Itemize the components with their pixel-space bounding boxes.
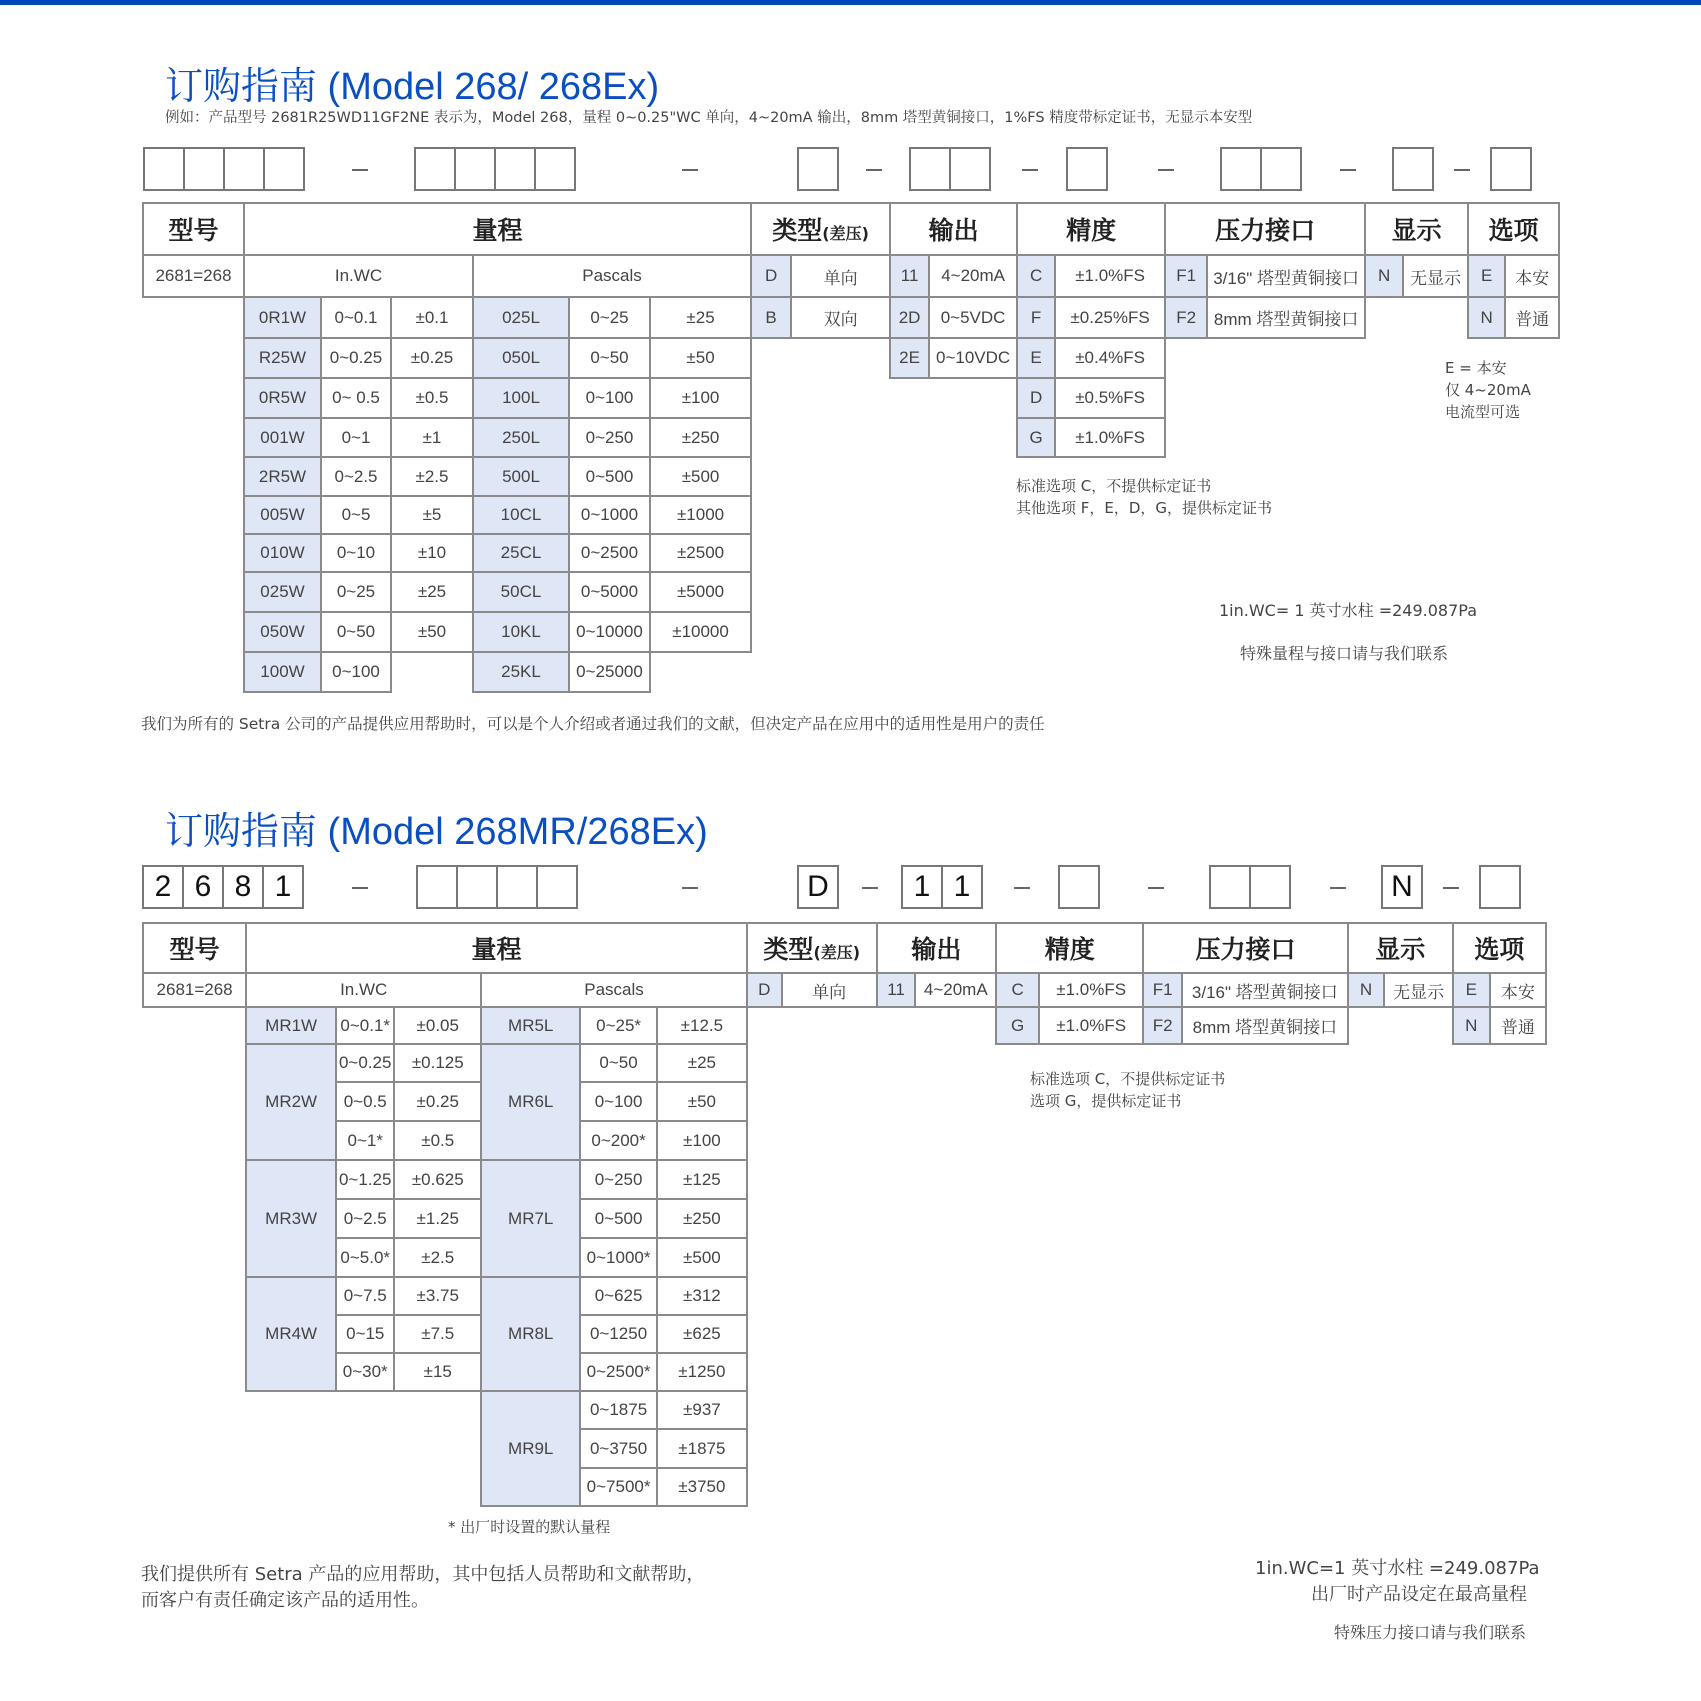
range-value: 0~10000: [569, 612, 650, 652]
accuracy-code: D: [1017, 378, 1055, 418]
range-accuracy: ±125: [657, 1160, 747, 1199]
option-note: E = 本安 仅 4~20mA 电流型可选: [1445, 359, 1531, 421]
table-row: [143, 496, 1559, 534]
code-box[interactable]: [1066, 147, 1108, 191]
code-box[interactable]: [496, 865, 538, 909]
type-label: 单向: [782, 973, 877, 1007]
range-code: 25KL: [473, 652, 569, 692]
dash-separator: [862, 887, 878, 889]
accuracy-label: ±1.0%FS: [1039, 1007, 1143, 1044]
dash-separator: [1014, 887, 1030, 889]
range-accuracy: ±7.5: [394, 1315, 481, 1353]
code-box[interactable]: [1479, 865, 1521, 909]
range-value: 0~0.1*: [336, 1007, 394, 1044]
type-code: B: [751, 297, 791, 338]
code-box[interactable]: [909, 147, 951, 191]
port-label: 8mm 塔型黄铜接口: [1207, 297, 1365, 338]
range-accuracy: ±50: [650, 338, 751, 378]
range-code: MR5L: [481, 1007, 580, 1044]
code-box[interactable]: 8: [222, 865, 264, 909]
section1-example: 例如：产品型号 2681R25WD11GF2NE 表示为，Model 268，量程 0~0.25"WC 单向，4~20mA 输出，8mm 塔型黄铜接口，1%FS 精度带标定证书，无显示本安型: [165, 110, 1253, 126]
option-label: 普通: [1505, 297, 1559, 338]
code-box[interactable]: [534, 147, 576, 191]
range-value: 0~1: [321, 418, 391, 457]
range-value: 0~25*: [580, 1007, 657, 1044]
range-accuracy: ±0.625: [394, 1160, 481, 1199]
range-accuracy: ±15: [394, 1353, 481, 1391]
range-code: 050W: [244, 612, 321, 652]
range-value: 0~0.25: [336, 1044, 394, 1082]
header-accuracy: 精度: [1017, 203, 1165, 255]
code-group-output: [901, 865, 983, 909]
port-code: F2: [1165, 297, 1207, 338]
range-code: MR9L: [481, 1391, 580, 1506]
range-accuracy: ±0.5: [391, 378, 473, 418]
range-accuracy: ±1000: [650, 496, 751, 534]
dash-separator: [682, 887, 698, 889]
table-row: [143, 1277, 1546, 1315]
range-accuracy: ±25: [391, 572, 473, 612]
range-accuracy: ±312: [657, 1277, 747, 1315]
table-row: [143, 378, 1559, 418]
range-value: 0~2.5: [321, 457, 391, 496]
range-accuracy: ±2500: [650, 534, 751, 572]
option-code: E: [1468, 255, 1505, 297]
section1-title: 订购指南 (Model 268/ 268Ex): [165, 66, 660, 108]
range-accuracy: ±625: [657, 1315, 747, 1353]
range-accuracy: ±0.5: [394, 1121, 481, 1160]
range-value: 0~100: [569, 378, 650, 418]
range-accuracy: ±1875: [657, 1429, 747, 1468]
table-row: [143, 418, 1559, 457]
range-accuracy: ±10000: [650, 612, 751, 652]
code-group-display: [1381, 865, 1423, 909]
type-label: 双向: [791, 297, 890, 338]
range-code: 010W: [244, 534, 321, 572]
range-code: MR6L: [481, 1044, 580, 1160]
table-row: [143, 534, 1559, 572]
code-box[interactable]: D: [797, 865, 839, 909]
range-accuracy: ±0.1: [391, 297, 473, 338]
range-value: 0~7.5: [336, 1277, 394, 1315]
range-accuracy: ±2.5: [394, 1238, 481, 1277]
table-row: [143, 1391, 1546, 1429]
range-accuracy: ±3750: [657, 1468, 747, 1506]
code-box[interactable]: [1209, 865, 1251, 909]
unit-pascals: Pascals: [481, 973, 747, 1007]
range-accuracy: ±500: [650, 457, 751, 496]
range-code: 050L: [473, 338, 569, 378]
port-code: F1: [1143, 973, 1182, 1007]
table-row: [143, 1082, 1546, 1121]
range-accuracy: ±937: [657, 1391, 747, 1429]
header-output: 输出: [890, 203, 1017, 255]
range-code: 50CL: [473, 572, 569, 612]
model-value: 2681=268: [143, 255, 244, 297]
section2-order-table: [142, 922, 1547, 1507]
model-value: 2681=268: [143, 973, 246, 1007]
dash-separator: [1443, 887, 1459, 889]
range-accuracy: ±250: [650, 418, 751, 457]
range-code: 2R5W: [244, 457, 321, 496]
header-type: 类型(差压): [751, 203, 890, 255]
code-group-type: [797, 865, 839, 909]
accuracy-code: G: [1017, 418, 1055, 457]
table-row: [143, 1160, 1546, 1199]
output-code: 11: [890, 255, 929, 297]
range-code: 001W: [244, 418, 321, 457]
unit-inwc: In.WC: [244, 255, 473, 297]
unit-pascals: Pascals: [473, 255, 751, 297]
table-row: [143, 1429, 1546, 1468]
dash-separator: [682, 169, 698, 171]
header-accuracy: 精度: [996, 923, 1143, 973]
code-box[interactable]: [414, 147, 456, 191]
code-group-model: [143, 147, 305, 191]
output-code: 11: [877, 973, 916, 1007]
accuracy-note: 标准选项 C，不提供标定证书 其他选项 F，E，D，G，提供标定证书: [1016, 477, 1273, 517]
range-value: 0~1250: [580, 1315, 657, 1353]
display-code: N: [1365, 255, 1403, 297]
range-code: 100L: [473, 378, 569, 418]
range-accuracy: ±5: [391, 496, 473, 534]
range-value: 0~50: [569, 338, 650, 378]
option-label: 普通: [1490, 1007, 1546, 1044]
table-row: [143, 1238, 1546, 1277]
range-accuracy: ±0.125: [394, 1044, 481, 1082]
code-box[interactable]: 6: [182, 865, 224, 909]
range-value: 0~15: [336, 1315, 394, 1353]
range-value: 0~50: [580, 1044, 657, 1082]
display-label: 无显示: [1384, 973, 1452, 1007]
code-box[interactable]: [1490, 147, 1532, 191]
range-code: MR2W: [246, 1044, 336, 1160]
table-row: [143, 1199, 1546, 1238]
range-value: 0~250: [580, 1160, 657, 1199]
option-code: E: [1453, 973, 1490, 1007]
range-code: 250L: [473, 418, 569, 457]
range-accuracy: ±0.25: [394, 1082, 481, 1121]
code-box[interactable]: [183, 147, 225, 191]
range-accuracy: ±500: [657, 1238, 747, 1277]
range-code: 025L: [473, 297, 569, 338]
accuracy-label: ±1.0%FS: [1039, 973, 1143, 1007]
header-model: 型号: [143, 203, 244, 255]
code-box[interactable]: [536, 865, 578, 909]
range-value: 0~200*: [580, 1121, 657, 1160]
dash-separator: [1454, 169, 1470, 171]
accuracy-code: E: [1017, 338, 1055, 378]
range-value: 0~100: [580, 1082, 657, 1121]
code-box[interactable]: [494, 147, 536, 191]
table-row: [143, 338, 1559, 378]
conversion-note: 1in.WC= 1 英寸水柱 =249.087Pa: [1219, 601, 1477, 620]
range-value: 0~10: [321, 534, 391, 572]
output-label: 0~10VDC: [929, 338, 1017, 378]
code-group-type: [797, 147, 839, 191]
accuracy-label: ±1.0%FS: [1055, 418, 1165, 457]
dash-separator: [1148, 887, 1164, 889]
unit-inwc: In.WC: [246, 973, 481, 1007]
range-value: 0~2500: [569, 534, 650, 572]
code-group-accuracy: [1066, 147, 1108, 191]
accuracy-label: ±0.25%FS: [1055, 297, 1165, 338]
code-box[interactable]: [797, 147, 839, 191]
range-accuracy: ±0.25: [391, 338, 473, 378]
dash-separator: [352, 887, 368, 889]
output-code: 2E: [890, 338, 929, 378]
header-output: 输出: [877, 923, 997, 973]
header-display: 显示: [1365, 203, 1468, 255]
range-value: 0~2500*: [580, 1353, 657, 1391]
output-code: 2D: [890, 297, 929, 338]
option-code: N: [1468, 297, 1505, 338]
option-label: 本安: [1505, 255, 1559, 297]
range-accuracy: ±1250: [657, 1353, 747, 1391]
code-box[interactable]: [1058, 865, 1100, 909]
port-label: 3/16" 塔型黄铜接口: [1207, 255, 1365, 297]
range-code: 0R1W: [244, 297, 321, 338]
range-code: 025W: [244, 572, 321, 612]
range-value: 0~625: [580, 1277, 657, 1315]
range-code: MR7L: [481, 1160, 580, 1277]
code-box[interactable]: N: [1381, 865, 1423, 909]
range-accuracy: ±50: [391, 612, 473, 652]
range-accuracy: ±100: [657, 1121, 747, 1160]
range-accuracy: ±100: [650, 378, 751, 418]
top-accent-bar: [0, 0, 1701, 5]
accuracy-label: ±0.5%FS: [1055, 378, 1165, 418]
range-code: 25CL: [473, 534, 569, 572]
range-code: 100W: [244, 652, 321, 692]
table-row: [143, 297, 1559, 338]
code-group-accuracy: [1058, 865, 1100, 909]
code-box[interactable]: [143, 147, 185, 191]
range-value: 0~3750: [580, 1429, 657, 1468]
table-row: [143, 1468, 1546, 1506]
range-value: 0~500: [569, 457, 650, 496]
display-code: N: [1348, 973, 1385, 1007]
range-value: 0~0.25: [321, 338, 391, 378]
code-box[interactable]: 2: [142, 865, 184, 909]
range-value: 0~250: [569, 418, 650, 457]
accuracy-note: 标准选项 C，不提供标定证书 选项 G，提供标定证书: [1030, 1070, 1226, 1110]
range-accuracy: ±50: [657, 1082, 747, 1121]
range-value: 0~1000: [569, 496, 650, 534]
range-value: 0~5.0*: [336, 1238, 394, 1277]
range-value: 0~0.5: [336, 1082, 394, 1121]
range-code: 10CL: [473, 496, 569, 534]
range-value: 0~1875: [580, 1391, 657, 1429]
range-code: 005W: [244, 496, 321, 534]
range-accuracy: ±10: [391, 534, 473, 572]
header-type: 类型(差压): [747, 923, 877, 973]
header-range: 量程: [244, 203, 751, 255]
range-value: 0~1000*: [580, 1238, 657, 1277]
accuracy-label: ±1.0%FS: [1055, 255, 1165, 297]
header-model: 型号: [143, 923, 246, 973]
header-range: 量程: [246, 923, 747, 973]
range-value: 0~ 0.5: [321, 378, 391, 418]
type-label: 单向: [791, 255, 890, 297]
code-box[interactable]: [949, 147, 991, 191]
range-accuracy: ±25: [650, 297, 751, 338]
output-label: 4~20mA: [929, 255, 1017, 297]
header-display: 显示: [1348, 923, 1453, 973]
output-label: 4~20mA: [915, 973, 996, 1007]
range-value: 0~7500*: [580, 1468, 657, 1506]
section2-disclaimer: 我们提供所有 Setra 产品的应用帮助，其中包括人员帮助和文献帮助， 而客户有责任确定该产品的适用性。: [141, 1564, 705, 1611]
special-note: 特殊量程与接口请与我们联系: [1240, 644, 1449, 663]
range-value: 0~25: [569, 297, 650, 338]
range-accuracy: ±3.75: [394, 1277, 481, 1315]
range-value: 0~5: [321, 496, 391, 534]
table-row: [143, 457, 1559, 496]
factory-note: 出厂时产品设定在最高量程: [1311, 1584, 1527, 1605]
range-code: 10KL: [473, 612, 569, 652]
code-group-option: [1479, 865, 1521, 909]
range-code: MR8L: [481, 1277, 580, 1391]
range-value: 0~30*: [336, 1353, 394, 1391]
type-code: D: [751, 255, 791, 297]
code-box[interactable]: [456, 865, 498, 909]
code-box[interactable]: [223, 147, 265, 191]
table-row: [143, 1121, 1546, 1160]
range-value: 0~25: [321, 572, 391, 612]
code-box[interactable]: 1: [941, 865, 983, 909]
range-accuracy: ±2.5: [391, 457, 473, 496]
header-option: 选项: [1453, 923, 1546, 973]
output-label: 0~5VDC: [929, 297, 1017, 338]
range-value: 0~25000: [569, 652, 650, 692]
code-box[interactable]: [1392, 147, 1434, 191]
range-value: 0~5000: [569, 572, 650, 612]
code-box[interactable]: [416, 865, 458, 909]
range-accuracy: ±25: [657, 1044, 747, 1082]
default-range-note: * 出厂时设置的默认量程: [448, 1518, 611, 1536]
accuracy-code: G: [996, 1007, 1039, 1044]
range-accuracy: ±250: [657, 1199, 747, 1238]
range-value: 0~0.1: [321, 297, 391, 338]
code-box[interactable]: [1260, 147, 1302, 191]
port-code: F2: [1143, 1007, 1182, 1044]
dash-separator: [866, 169, 882, 171]
accuracy-code: F: [1017, 297, 1055, 338]
code-group-output: [909, 147, 991, 191]
section2-title: 订购指南 (Model 268MR/268Ex): [165, 811, 708, 853]
code-group-display: [1392, 147, 1434, 191]
dash-separator: [1158, 169, 1174, 171]
range-value: 0~100: [321, 652, 391, 692]
range-value: 0~1*: [336, 1121, 394, 1160]
option-code: N: [1453, 1007, 1490, 1044]
range-code: MR4W: [246, 1277, 336, 1391]
table-row: [143, 1353, 1546, 1391]
code-box[interactable]: [263, 147, 305, 191]
code-box[interactable]: [1249, 865, 1291, 909]
option-label: 本安: [1490, 973, 1546, 1007]
port-label: 3/16" 塔型黄铜接口: [1182, 973, 1348, 1007]
code-group-port: [1220, 147, 1302, 191]
code-box[interactable]: [1220, 147, 1262, 191]
accuracy-code: C: [1017, 255, 1055, 297]
dash-separator: [1022, 169, 1038, 171]
special-note: 特殊压力接口请与我们联系: [1333, 1623, 1526, 1642]
type-code: D: [747, 973, 782, 1007]
code-group-model: [142, 865, 304, 909]
code-box[interactable]: [454, 147, 496, 191]
header-port: 压力接口: [1143, 923, 1347, 973]
range-accuracy: ±1.25: [394, 1199, 481, 1238]
range-code: MR3W: [246, 1160, 336, 1277]
section1-disclaimer: 我们为所有的 Setra 公司的产品提供应用帮助时，可以是个人介绍或者通过我们的文献，但决定产品在应用中的适用性是用户的责任: [141, 715, 1045, 733]
code-group-port: [1209, 865, 1291, 909]
range-value: 0~500: [580, 1199, 657, 1238]
dash-separator: [1340, 169, 1356, 171]
table-row: [143, 1044, 1546, 1082]
range-accuracy: ±12.5: [657, 1007, 747, 1044]
range-code: 0R5W: [244, 378, 321, 418]
range-code: R25W: [244, 338, 321, 378]
range-code: MR1W: [246, 1007, 336, 1044]
port-label: 8mm 塔型黄铜接口: [1182, 1007, 1348, 1044]
code-group-option: [1490, 147, 1532, 191]
range-value: 0~2.5: [336, 1199, 394, 1238]
port-code: F1: [1165, 255, 1207, 297]
range-accuracy: ±1: [391, 418, 473, 457]
accuracy-label: ±0.4%FS: [1055, 338, 1165, 378]
display-label: 无显示: [1403, 255, 1468, 297]
table-row: [143, 1315, 1546, 1353]
code-box[interactable]: 1: [262, 865, 304, 909]
range-accuracy: ±0.05: [394, 1007, 481, 1044]
code-box[interactable]: 1: [901, 865, 943, 909]
table-row: [143, 1007, 1546, 1044]
range-value: 0~50: [321, 612, 391, 652]
dash-separator: [352, 169, 368, 171]
range-code: 500L: [473, 457, 569, 496]
code-group-range: [414, 147, 576, 191]
header-port: 压力接口: [1165, 203, 1365, 255]
range-accuracy: ±5000: [650, 572, 751, 612]
conversion-note: 1in.WC=1 英寸水柱 =249.087Pa: [1255, 1558, 1540, 1579]
section2-conversion-notes: [1255, 1556, 1540, 1608]
code-group-range: [416, 865, 578, 909]
header-option: 选项: [1468, 203, 1559, 255]
accuracy-code: C: [996, 973, 1039, 1007]
range-value: 0~1.25: [336, 1160, 394, 1199]
dash-separator: [1330, 887, 1346, 889]
